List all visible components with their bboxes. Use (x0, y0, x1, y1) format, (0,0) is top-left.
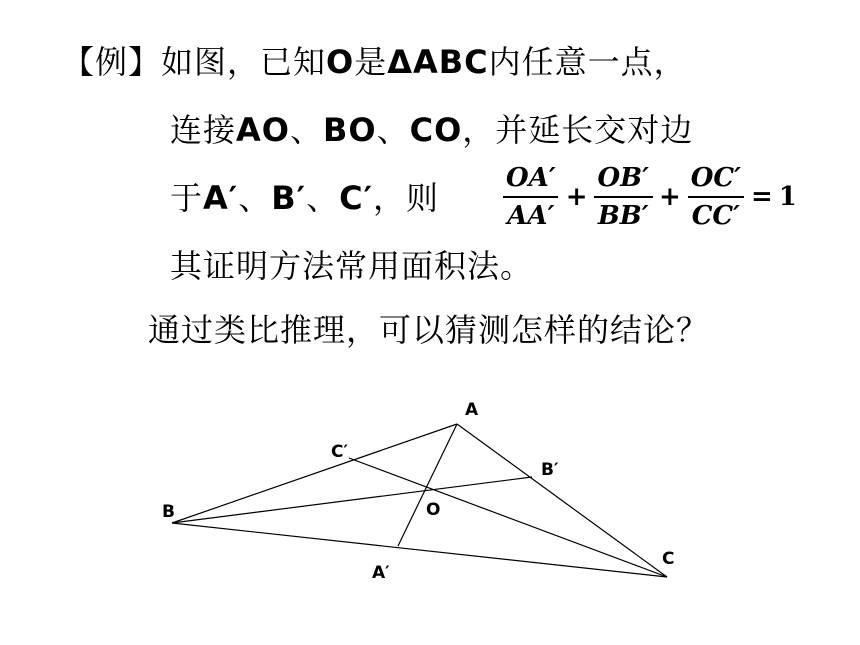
text-fragment: 如图，已知 (161, 43, 327, 81)
fraction-numerator: OB′ (597, 163, 649, 193)
text-fragment: 、 (306, 179, 340, 217)
segment-bo-text: BO (323, 111, 377, 149)
plus-sign: + (565, 182, 588, 212)
label-b-prime: B′ (541, 460, 559, 480)
label-a-prime: A′ (372, 563, 390, 583)
text-fragment: 内任意一点， (488, 43, 687, 81)
text-fragment: 连接 (170, 111, 237, 149)
text-fragment: 、 (289, 111, 323, 149)
label-b: B (162, 502, 175, 522)
point-c-prime-text: C′ (339, 179, 373, 217)
fraction-denominator: CC′ (688, 196, 744, 231)
problem-line-4: 其证明方法常用面积法。 (170, 247, 534, 285)
plus-sign: + (658, 182, 681, 212)
triangle-abc-text: ΔABC (387, 43, 489, 81)
cevian-bb-prime (172, 477, 532, 523)
label-c: C (662, 549, 675, 569)
cevian-aa-prime (398, 424, 457, 546)
point-o-text: O (326, 43, 355, 81)
side-ab (172, 424, 457, 523)
label-a: A (465, 400, 479, 420)
fraction-numerator: OC′ (690, 163, 741, 193)
side-bc (172, 523, 667, 577)
fraction-numerator: OA′ (506, 163, 556, 193)
example-bracket-label: 【例】 (62, 43, 162, 81)
equals-sign: = (750, 182, 773, 212)
point-b-prime-text: B′ (271, 179, 307, 217)
text-fragment: 、 (238, 179, 272, 217)
side-ca (457, 424, 667, 577)
label-c-prime: C′ (331, 442, 348, 462)
text-fragment: ，并延长交对边 (462, 111, 694, 149)
segment-co-text: CO (409, 111, 463, 149)
segment-ao-text: AO (236, 111, 290, 149)
label-o: O (426, 500, 441, 520)
text-fragment: 于 (170, 179, 204, 217)
text-fragment: 、 (376, 111, 410, 149)
fraction-denominator: BB′ (594, 196, 653, 231)
fraction-denominator: AA′ (503, 196, 558, 231)
question-line: 通过类比推理，可以猜测怎样的结论？ (148, 311, 710, 349)
point-a-prime-text: A′ (203, 179, 239, 217)
formula-rhs: 1 (778, 182, 797, 212)
text-fragment: ，则 (373, 179, 440, 217)
text-fragment: 是 (354, 43, 388, 81)
